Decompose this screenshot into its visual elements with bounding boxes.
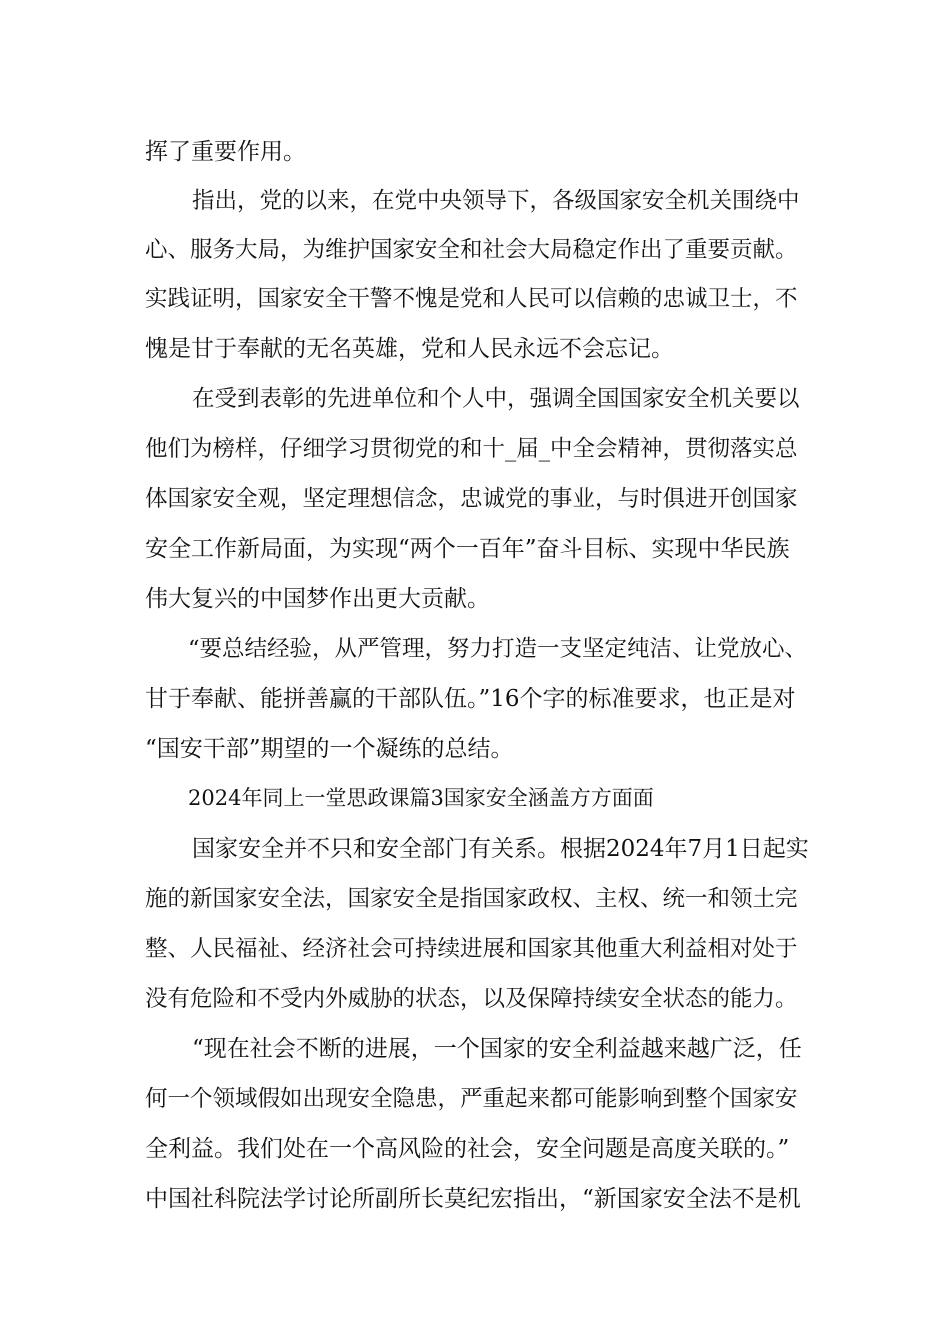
text-line: “国安干部”期望的一个凝练的总结。 — [145, 736, 514, 762]
text-line: 指出，党的以来，在党中央领导下，各级国家安全机关围绕中 — [192, 188, 800, 214]
text-line: 没有危险和不受内外威胁的状态，以及保障持续安全状态的能力。 — [145, 986, 798, 1012]
text-line: 全利益。我们处在一个高风险的社会，安全问题是高度关联的。” — [145, 1136, 790, 1162]
text-line: 中国社科院法学讨论所副所长莫纪宏指出，“新国家安全法不是机 — [145, 1186, 801, 1212]
text-line: 安全工作新局面，为实现“两个一百年”奋斗目标、实现中华民族 — [145, 536, 790, 562]
text-line: 他们为榜样，仔细学习贯彻党的和十_届_中全会精神，贯彻落实总 — [145, 436, 798, 462]
text-line: 挥了重要作用。 — [145, 139, 306, 165]
text-line: 心、服务大局，为维护国家安全和社会大局稳定作出了重要贡献。 — [145, 237, 798, 263]
text-line: “要总结经验，从严管理，努力打造一支坚定纯洁、让党放心、 — [188, 636, 808, 662]
text-line: 实践证明，国家安全干警不愧是党和人民可以信赖的忠诚卫士，不 — [145, 286, 798, 312]
text-line: 体国家安全观，坚定理想信念，忠诚党的事业，与时俱进开创国家 — [145, 486, 798, 512]
text-line: 伟大复兴的中国梦作出更大贡献。 — [145, 586, 490, 612]
text-line: 2024年同上一堂思政课篇3国家安全涵盖方方面面 — [188, 786, 654, 810]
text-line: 整、人民福祉、经济社会可持续进展和国家其他重大利益相对处于 — [145, 936, 798, 962]
text-line: 施的新国家安全法，国家安全是指国家政权、主权、统一和领土完 — [145, 886, 798, 912]
text-line: “现在社会不断的进展，一个国家的安全利益越来越广泛，任 — [192, 1036, 802, 1062]
text-line: 甘于奉献、能拼善赢的干部队伍。”16个字的标准要求，也正是对 — [145, 686, 796, 712]
text-line: 国家安全并不只和安全部门有关系。根据2024年7月1日起实 — [192, 836, 809, 862]
text-line: 在受到表彰的先进单位和个人中，强调全国国家安全机关要以 — [192, 386, 800, 412]
text-line: 愧是甘于奉献的无名英雄，党和人民永远不会忘记。 — [145, 336, 674, 362]
text-line: 何一个领域假如出现安全隐患，严重起来都可能影响到整个国家安 — [145, 1086, 798, 1112]
